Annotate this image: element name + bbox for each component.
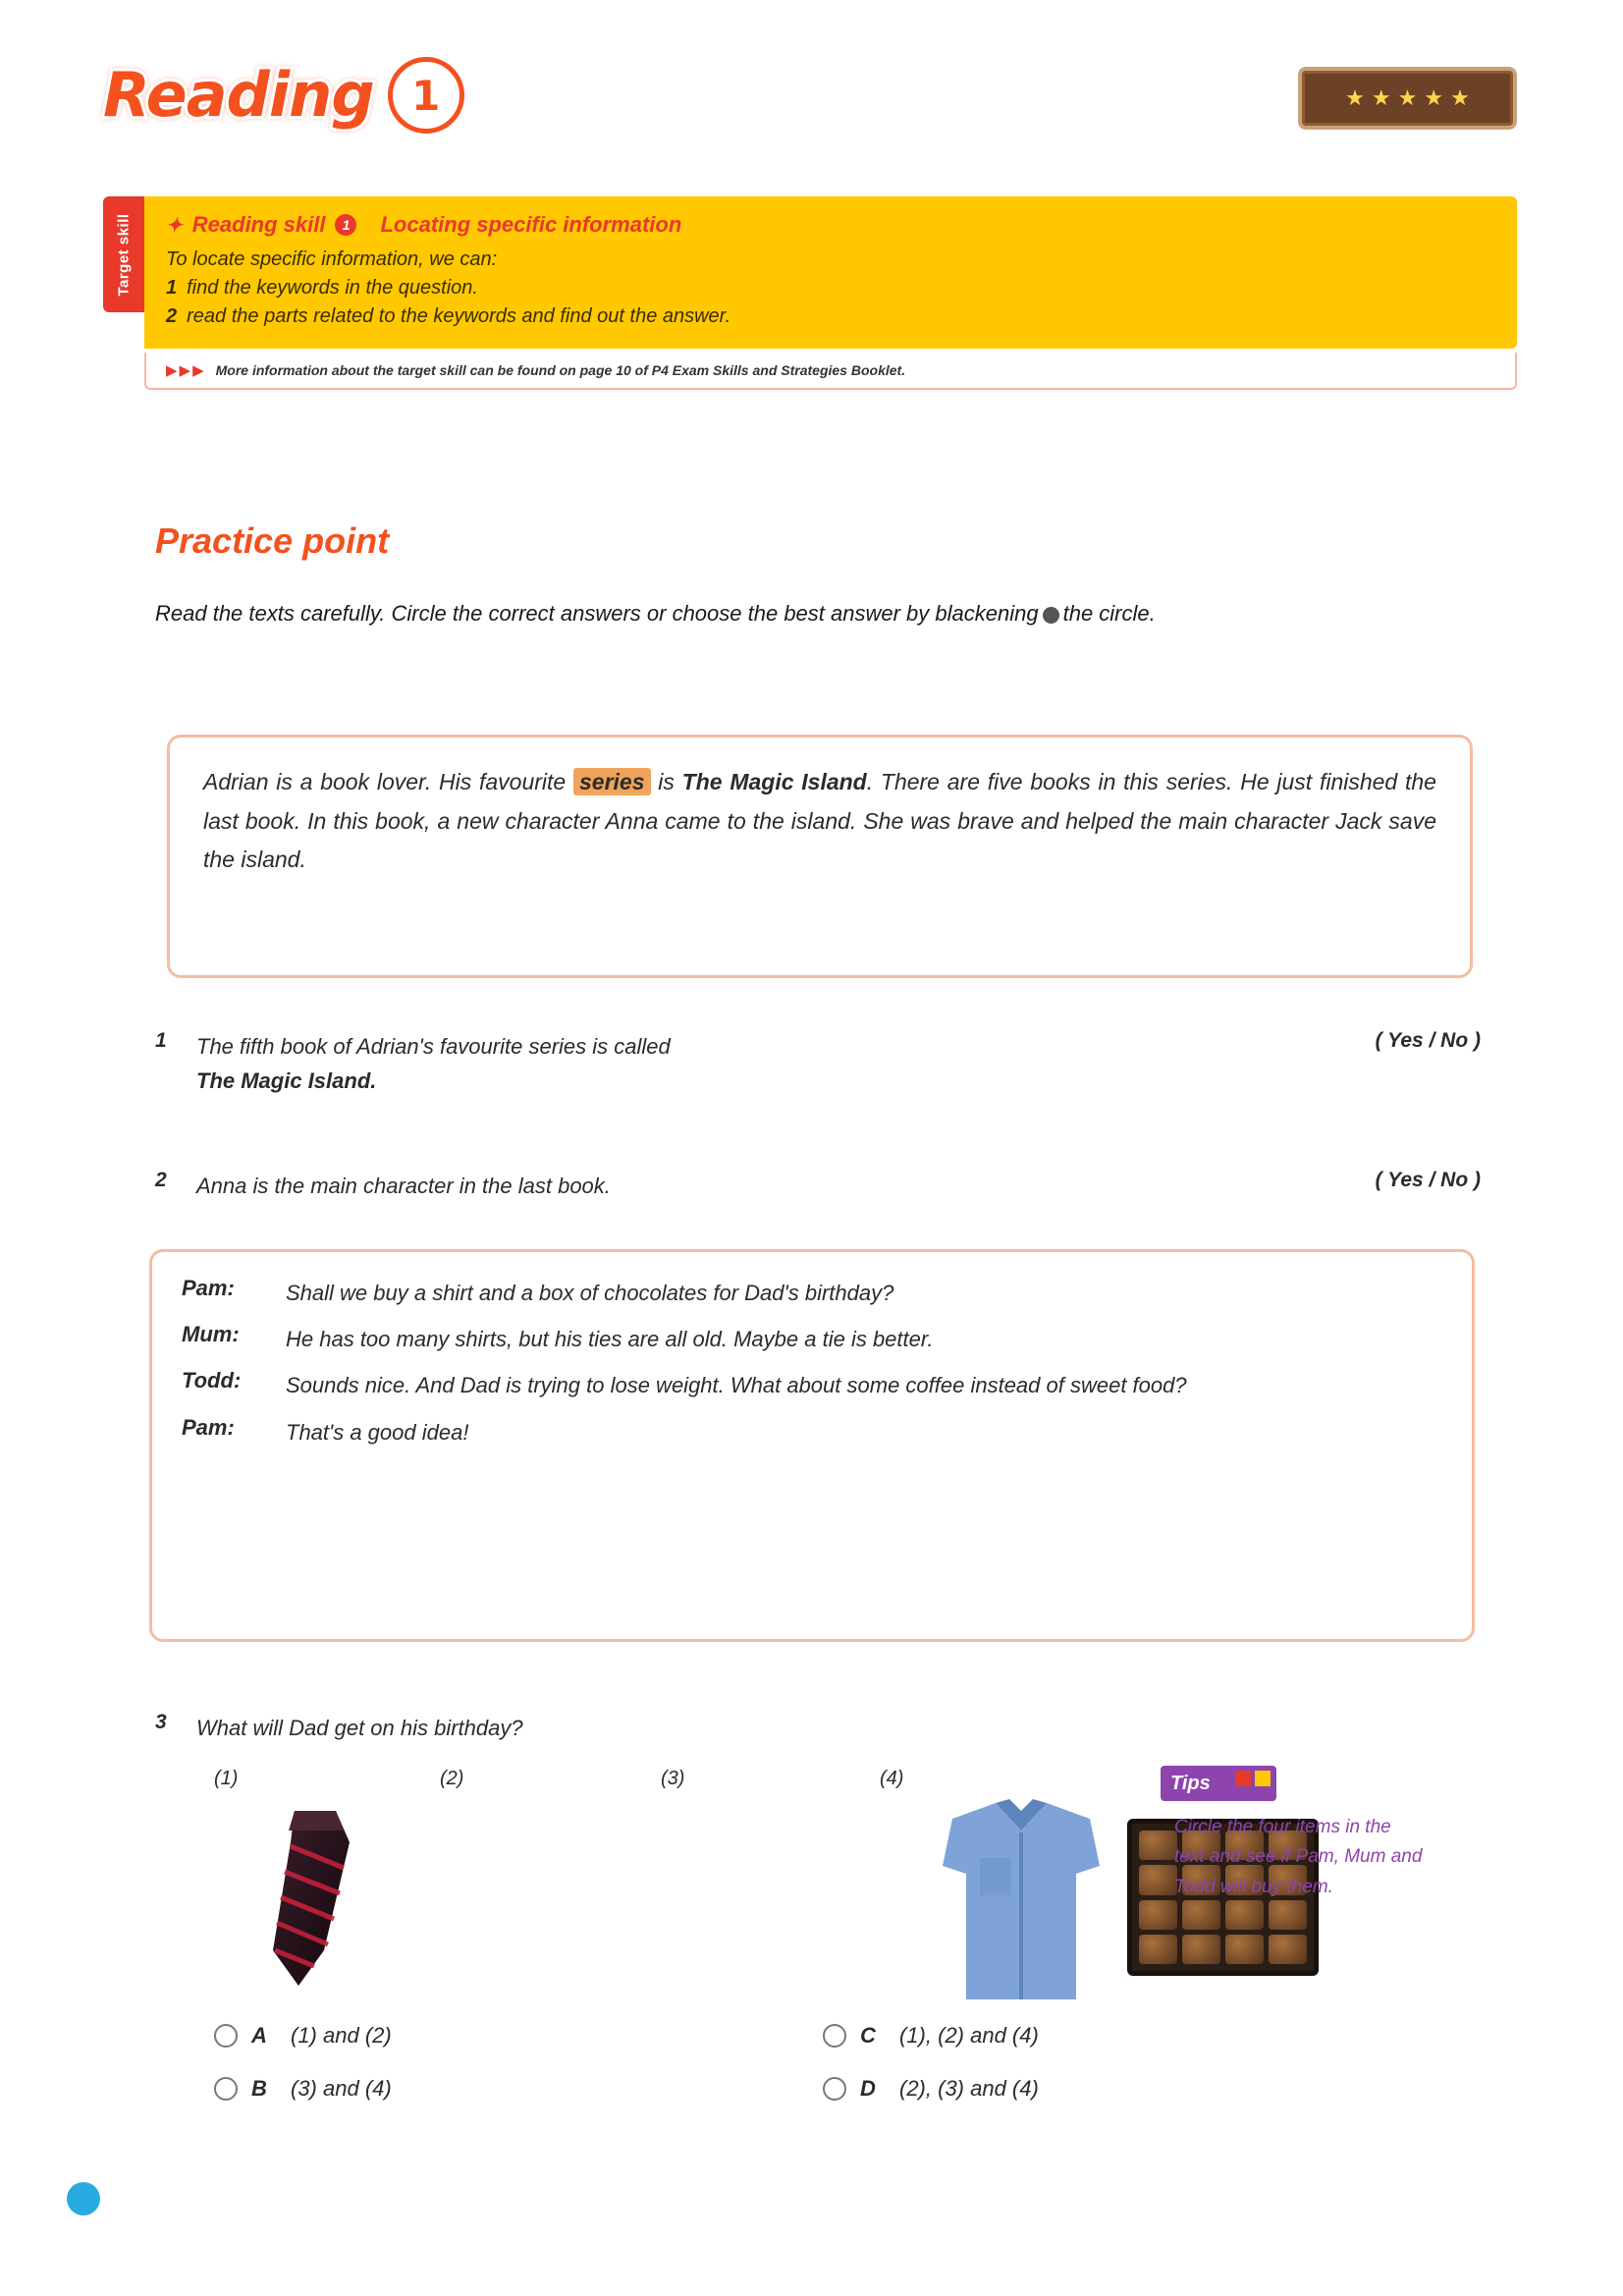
skill-step	[166, 274, 1495, 302]
radio-circle-icon[interactable]	[823, 2024, 846, 2048]
option-text: (1), (2) and (4)	[899, 2023, 1039, 2048]
more-info-text: More information about the target skill can be found on page 10 of P4 Exam Skills and Strategies Booklet.	[215, 362, 906, 378]
radio-circle-icon[interactable]	[823, 2077, 846, 2101]
picture-label-text: (3)	[661, 1768, 685, 1789]
picture-label-1	[214, 1768, 238, 1790]
dialogue-row	[182, 1322, 1442, 1356]
option-text: (3) and (4)	[291, 2076, 392, 2101]
radio-circle-icon[interactable]	[214, 2024, 238, 2048]
question-number: 1	[155, 1029, 167, 1052]
dialogue-line: He has too many shirts, but his ties are all old. Maybe a tie is better.	[286, 1327, 934, 1352]
practice-instructions	[155, 597, 1432, 630]
dialogue-speaker: Mum:	[182, 1322, 240, 1347]
highlighted-keyword: series	[573, 768, 651, 795]
instruction-text-part2: the circle.	[1062, 601, 1156, 626]
yes-no-choice[interactable]: ( Yes / No )	[1375, 1029, 1481, 1052]
option-row	[214, 2023, 1314, 2049]
radio-circle-icon[interactable]	[214, 2077, 238, 2101]
answer-picture-grid	[214, 1768, 1274, 2008]
option-letter: D	[860, 2076, 876, 2101]
dialogue-speaker: Todd:	[182, 1368, 242, 1394]
practice-point-title: Practice point	[155, 520, 390, 561]
question-text: Anna is the main character in the last book.	[196, 1174, 611, 1198]
reading-passage-2-dialogue	[149, 1249, 1475, 1642]
dialogue-line: That's a good idea!	[286, 1419, 469, 1445]
passage-1-segment: . There are five books in this series. He just finished the last book. In this book, a new character Anna came to the island. She was brave and helped the main character Jack save the island.	[203, 769, 1436, 873]
dialogue-speaker: Pam:	[182, 1414, 235, 1440]
skill-subtitle: Locating specific information	[380, 212, 682, 237]
shirt-image	[931, 1797, 1112, 2008]
more-info-bar	[144, 353, 1517, 390]
question-row	[155, 1029, 1481, 1098]
dialogue-row	[182, 1415, 1442, 1449]
picture-label-text: (4)	[880, 1768, 904, 1789]
page-marker-dot	[67, 2182, 100, 2215]
multiple-choice-options	[214, 2023, 1314, 2129]
star-icon: ★	[1450, 85, 1470, 110]
dialogue-row	[182, 1276, 1442, 1310]
unit-number: 1	[388, 57, 464, 134]
question-number: 3	[155, 1711, 167, 1733]
tips-callout	[1161, 1766, 1426, 1992]
star-icon: ★	[1424, 85, 1444, 110]
passage-1-segment: is	[650, 769, 682, 794]
option-text: (2), (3) and (4)	[899, 2076, 1039, 2101]
option-d[interactable]	[823, 2076, 1039, 2102]
skill-step	[166, 302, 1495, 331]
question-text: What will Dad get on his birthday?	[196, 1716, 523, 1740]
skill-step-number: 2	[166, 305, 178, 327]
picture-label-text: (2)	[440, 1768, 464, 1789]
target-skill-body	[144, 196, 1517, 349]
skill-step-number: 1	[166, 277, 178, 299]
yes-no-choice[interactable]: ( Yes / No )	[1375, 1169, 1481, 1191]
tips-label-text: Tips	[1170, 1772, 1211, 1794]
picture-label-4	[880, 1768, 903, 1790]
target-skill-tab	[103, 196, 144, 312]
tips-square-red-icon	[1235, 1771, 1251, 1786]
tips-body-text: Circle the four items in the text and see if Pam, Mum and Todd will buy them.	[1174, 1817, 1423, 1897]
filled-circle-icon	[1043, 607, 1059, 624]
question-row	[155, 1169, 1481, 1203]
target-skill-section	[103, 196, 1517, 390]
star-icon: ★	[1345, 85, 1365, 110]
question-number: 2	[155, 1169, 167, 1191]
option-c[interactable]	[823, 2023, 1039, 2049]
option-b[interactable]	[214, 2076, 823, 2102]
diamond-icon: ✦	[166, 214, 183, 237]
question-text-line2: The Magic Island.	[196, 1068, 377, 1094]
target-skill-tab-label: Target skill	[115, 212, 133, 297]
picture-label-2	[440, 1768, 463, 1790]
necktie-image	[234, 1803, 450, 1999]
passage-1-text	[203, 763, 1436, 880]
question-row	[155, 1711, 1481, 1745]
option-letter: B	[251, 2076, 267, 2101]
reading-title-badge	[103, 57, 464, 134]
tips-square-yellow-icon	[1255, 1771, 1271, 1786]
reading-skill-heading	[166, 212, 1495, 238]
reading-skill-label: Reading skill	[191, 212, 326, 237]
option-letter: A	[251, 2023, 267, 2048]
skill-step-text: read the parts related to the keywords and find out the answer.	[187, 305, 731, 327]
page-title: Reading	[103, 59, 374, 131]
option-letter: C	[860, 2023, 876, 2048]
reading-passage-1	[167, 735, 1473, 978]
instruction-text-part1: Read the texts carefully. Circle the correct answers or choose the best answer by blackening	[155, 601, 1039, 626]
option-text: (1) and (2)	[291, 2023, 392, 2048]
picture-label-text: (1)	[214, 1768, 239, 1789]
star-icon: ★	[1397, 85, 1418, 110]
skill-step-text: find the keywords in the question.	[187, 277, 478, 299]
tips-label-tag	[1161, 1766, 1276, 1801]
question-text	[196, 1029, 1265, 1098]
skill-intro-text: To locate specific information, we can:	[166, 248, 498, 270]
skill-number-badge: 1	[335, 214, 356, 236]
dialogue-line: Sounds nice. And Dad is trying to lose weight. What about some coffee instead of sweet food?	[286, 1373, 1187, 1398]
star-icon: ★	[1371, 85, 1391, 110]
dialogue-speaker: Pam:	[182, 1276, 235, 1300]
star-rating-box	[1298, 67, 1517, 130]
option-a[interactable]	[214, 2023, 823, 2049]
triple-arrow-icon: ▶▶▶	[166, 362, 206, 379]
page-header	[103, 57, 1517, 165]
question-text-line1: The fifth book of Adrian's favourite series is called	[196, 1034, 671, 1059]
passage-1-segment: Adrian is a book lover. His favourite	[203, 769, 573, 794]
dialogue-line: Shall we buy a shirt and a box of chocolates for Dad's birthday?	[286, 1281, 894, 1305]
option-row	[214, 2076, 1314, 2102]
dialogue-row	[182, 1368, 1442, 1402]
book-title: The Magic Island	[681, 769, 867, 794]
picture-label-3	[661, 1768, 684, 1790]
